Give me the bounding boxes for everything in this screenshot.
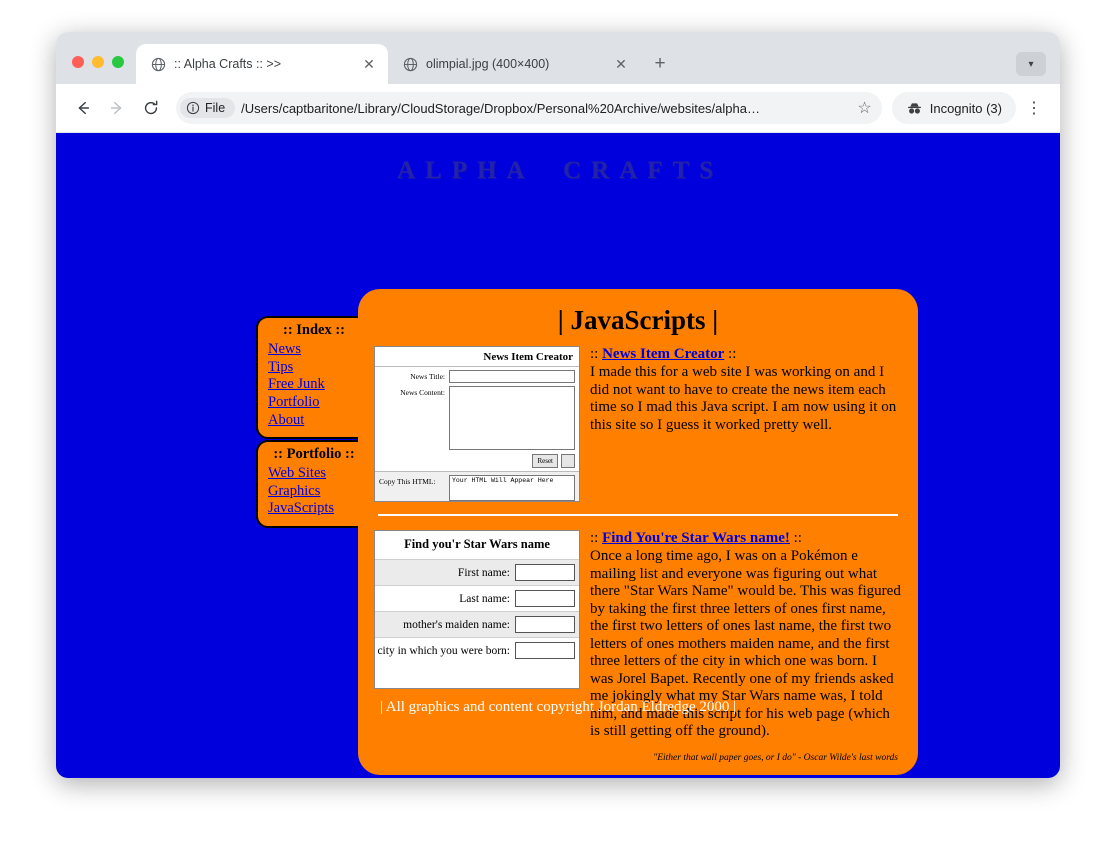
screenshot-row-title bbox=[375, 367, 579, 383]
globe-icon bbox=[150, 56, 166, 72]
page-title: | JavaScripts | bbox=[557, 305, 719, 335]
entry-title-prefix: :: bbox=[590, 346, 599, 362]
window-controls bbox=[56, 56, 136, 84]
field-output-copy-html: Your HTML Will Appear Here bbox=[449, 475, 575, 501]
nav-link-free-junk[interactable]: Free Junk bbox=[268, 376, 325, 393]
tab-olimpial-image[interactable] bbox=[388, 44, 640, 84]
reset-button: Reset bbox=[532, 454, 558, 468]
nav-link-graphics[interactable]: Graphics bbox=[268, 482, 321, 499]
screenshot-row-first-name bbox=[375, 559, 579, 585]
screenshot-row-last-name bbox=[375, 585, 579, 611]
tabstrip-right-controls bbox=[1016, 52, 1060, 84]
nav-box-portfolio bbox=[256, 440, 372, 528]
field-input-news-title bbox=[449, 370, 575, 383]
forward-button[interactable] bbox=[102, 93, 132, 123]
screenshot-button-row bbox=[375, 450, 579, 471]
submit-button bbox=[561, 454, 575, 468]
screenshot-row-maiden-name bbox=[375, 611, 579, 637]
globe-icon bbox=[402, 56, 418, 72]
entry-title-suffix: :: bbox=[793, 530, 802, 546]
entry-title-news-item-creator bbox=[590, 346, 902, 363]
field-label-news-title: News Title: bbox=[410, 372, 445, 381]
reload-button[interactable] bbox=[136, 93, 166, 123]
field-label-maiden-name: mother's maiden name: bbox=[403, 618, 510, 631]
divider bbox=[378, 514, 898, 516]
entry-link-star-wars-name[interactable]: Find You're Star Wars name! bbox=[602, 530, 790, 546]
page-quote: "Either that wall paper goes, or I do" - Oscar Wilde's last words bbox=[653, 753, 898, 764]
maximize-window-button[interactable] bbox=[112, 56, 124, 68]
screenshot-row-birth-city bbox=[375, 637, 579, 663]
screenshot-news-item-creator bbox=[374, 346, 580, 502]
entry-body-star-wars-name: Once a long time ago, I was on a Pokémon e mailing list and everyone was figuring out what there "Star Wars Name" would be. This was figured by taking the first three letters of ones first name, the first two letters of ones last name, the first two letters of ones mothers maiden name, and the first three letters of the city in which one was born. I was Jorel Bapet. Recently one of my friends asked me jokingly what my Star Wars name was, I told him, and made this script for his web page (which is still getting off the ground). bbox=[590, 548, 901, 740]
field-label-first-name: First name: bbox=[457, 566, 510, 579]
field-input-news-content bbox=[449, 386, 575, 450]
screenshot-row-content bbox=[375, 383, 579, 450]
field-label-copy-html: Copy This HTML: bbox=[379, 477, 436, 486]
new-tab-button[interactable]: + bbox=[654, 53, 666, 74]
nav-link-web-sites[interactable]: Web Sites bbox=[268, 465, 327, 481]
incognito-label: Incognito (3) bbox=[929, 100, 1002, 116]
field-input-first-name bbox=[515, 564, 575, 581]
url-text[interactable]: /Users/captbaritone/Library/CloudStorage/Dropbox/Personal%20Archive/websites/alpha… bbox=[241, 100, 760, 116]
back-button[interactable] bbox=[68, 93, 98, 123]
incognito-icon bbox=[906, 100, 923, 117]
page-viewport bbox=[56, 133, 1060, 778]
nav-box-index-heading: :: Index :: bbox=[282, 322, 346, 338]
entry-title-suffix: :: bbox=[728, 346, 737, 362]
screenshot-star-wars-name bbox=[374, 530, 580, 689]
tab-alpha-crafts[interactable] bbox=[136, 44, 388, 84]
field-label-last-name: Last name: bbox=[459, 592, 510, 605]
entry-text-news-item-creator bbox=[590, 346, 902, 434]
entry-link-news-item-creator[interactable]: News Item Creator bbox=[602, 346, 725, 362]
field-input-birth-city bbox=[515, 642, 575, 659]
field-label-news-content: News Content: bbox=[400, 388, 445, 397]
close-icon[interactable]: ✕ bbox=[363, 55, 375, 72]
scheme-chip[interactable] bbox=[180, 98, 235, 118]
nav-link-tips[interactable]: Tips bbox=[268, 358, 294, 375]
copyright-footer: | All graphics and content copyright Jordan Eldredge 2000 | bbox=[379, 699, 737, 715]
scheme-chip-label: File bbox=[205, 101, 226, 115]
browser-menu-button[interactable]: ⋮ bbox=[1026, 100, 1042, 117]
minimize-window-button[interactable] bbox=[92, 56, 104, 68]
incognito-indicator[interactable] bbox=[892, 92, 1016, 124]
nav-link-javascripts[interactable]: JavaScripts bbox=[268, 500, 335, 517]
nav-link-news[interactable]: News bbox=[268, 341, 302, 357]
browser-toolbar bbox=[56, 84, 1060, 133]
info-icon bbox=[186, 101, 200, 115]
nav-link-portfolio[interactable]: Portfolio bbox=[268, 394, 320, 411]
address-bar[interactable] bbox=[176, 92, 882, 124]
field-input-maiden-name bbox=[515, 616, 575, 633]
nav-link-about[interactable]: About bbox=[268, 411, 305, 428]
entry-title-star-wars-name bbox=[590, 530, 902, 547]
site-banner: A L P H A C R A F T S bbox=[396, 157, 720, 184]
entry-body-news-item-creator: I made this for a web site I was working on and I did not want to have to create the news item each time so I mad this Java script. I am now using it on this site so I guess it worked pretty well. bbox=[590, 364, 897, 433]
tab-strip bbox=[56, 32, 1060, 84]
tab-title: :: Alpha Crafts :: >> bbox=[174, 57, 282, 71]
close-window-button[interactable] bbox=[72, 56, 84, 68]
bookmark-icon[interactable]: ☆ bbox=[857, 100, 872, 117]
nav-box-portfolio-heading: :: Portfolio :: bbox=[273, 446, 355, 462]
field-label-birth-city: city in which you were born: bbox=[377, 644, 510, 657]
browser-window bbox=[56, 32, 1060, 778]
entry-title-prefix: :: bbox=[590, 530, 599, 546]
tab-title: olimpial.jpg (400×400) bbox=[426, 57, 550, 71]
nav-box-index bbox=[256, 316, 372, 439]
close-icon[interactable]: ✕ bbox=[615, 55, 627, 72]
field-input-last-name bbox=[515, 590, 575, 607]
screenshot-copy-row bbox=[375, 471, 579, 502]
screenshot-title: News Item Creator bbox=[375, 347, 579, 367]
chevron-down-icon[interactable]: ▾ bbox=[1016, 52, 1046, 76]
entry-news-item-creator bbox=[374, 346, 902, 502]
screenshot-title: Find you'r Star Wars name bbox=[404, 537, 550, 551]
